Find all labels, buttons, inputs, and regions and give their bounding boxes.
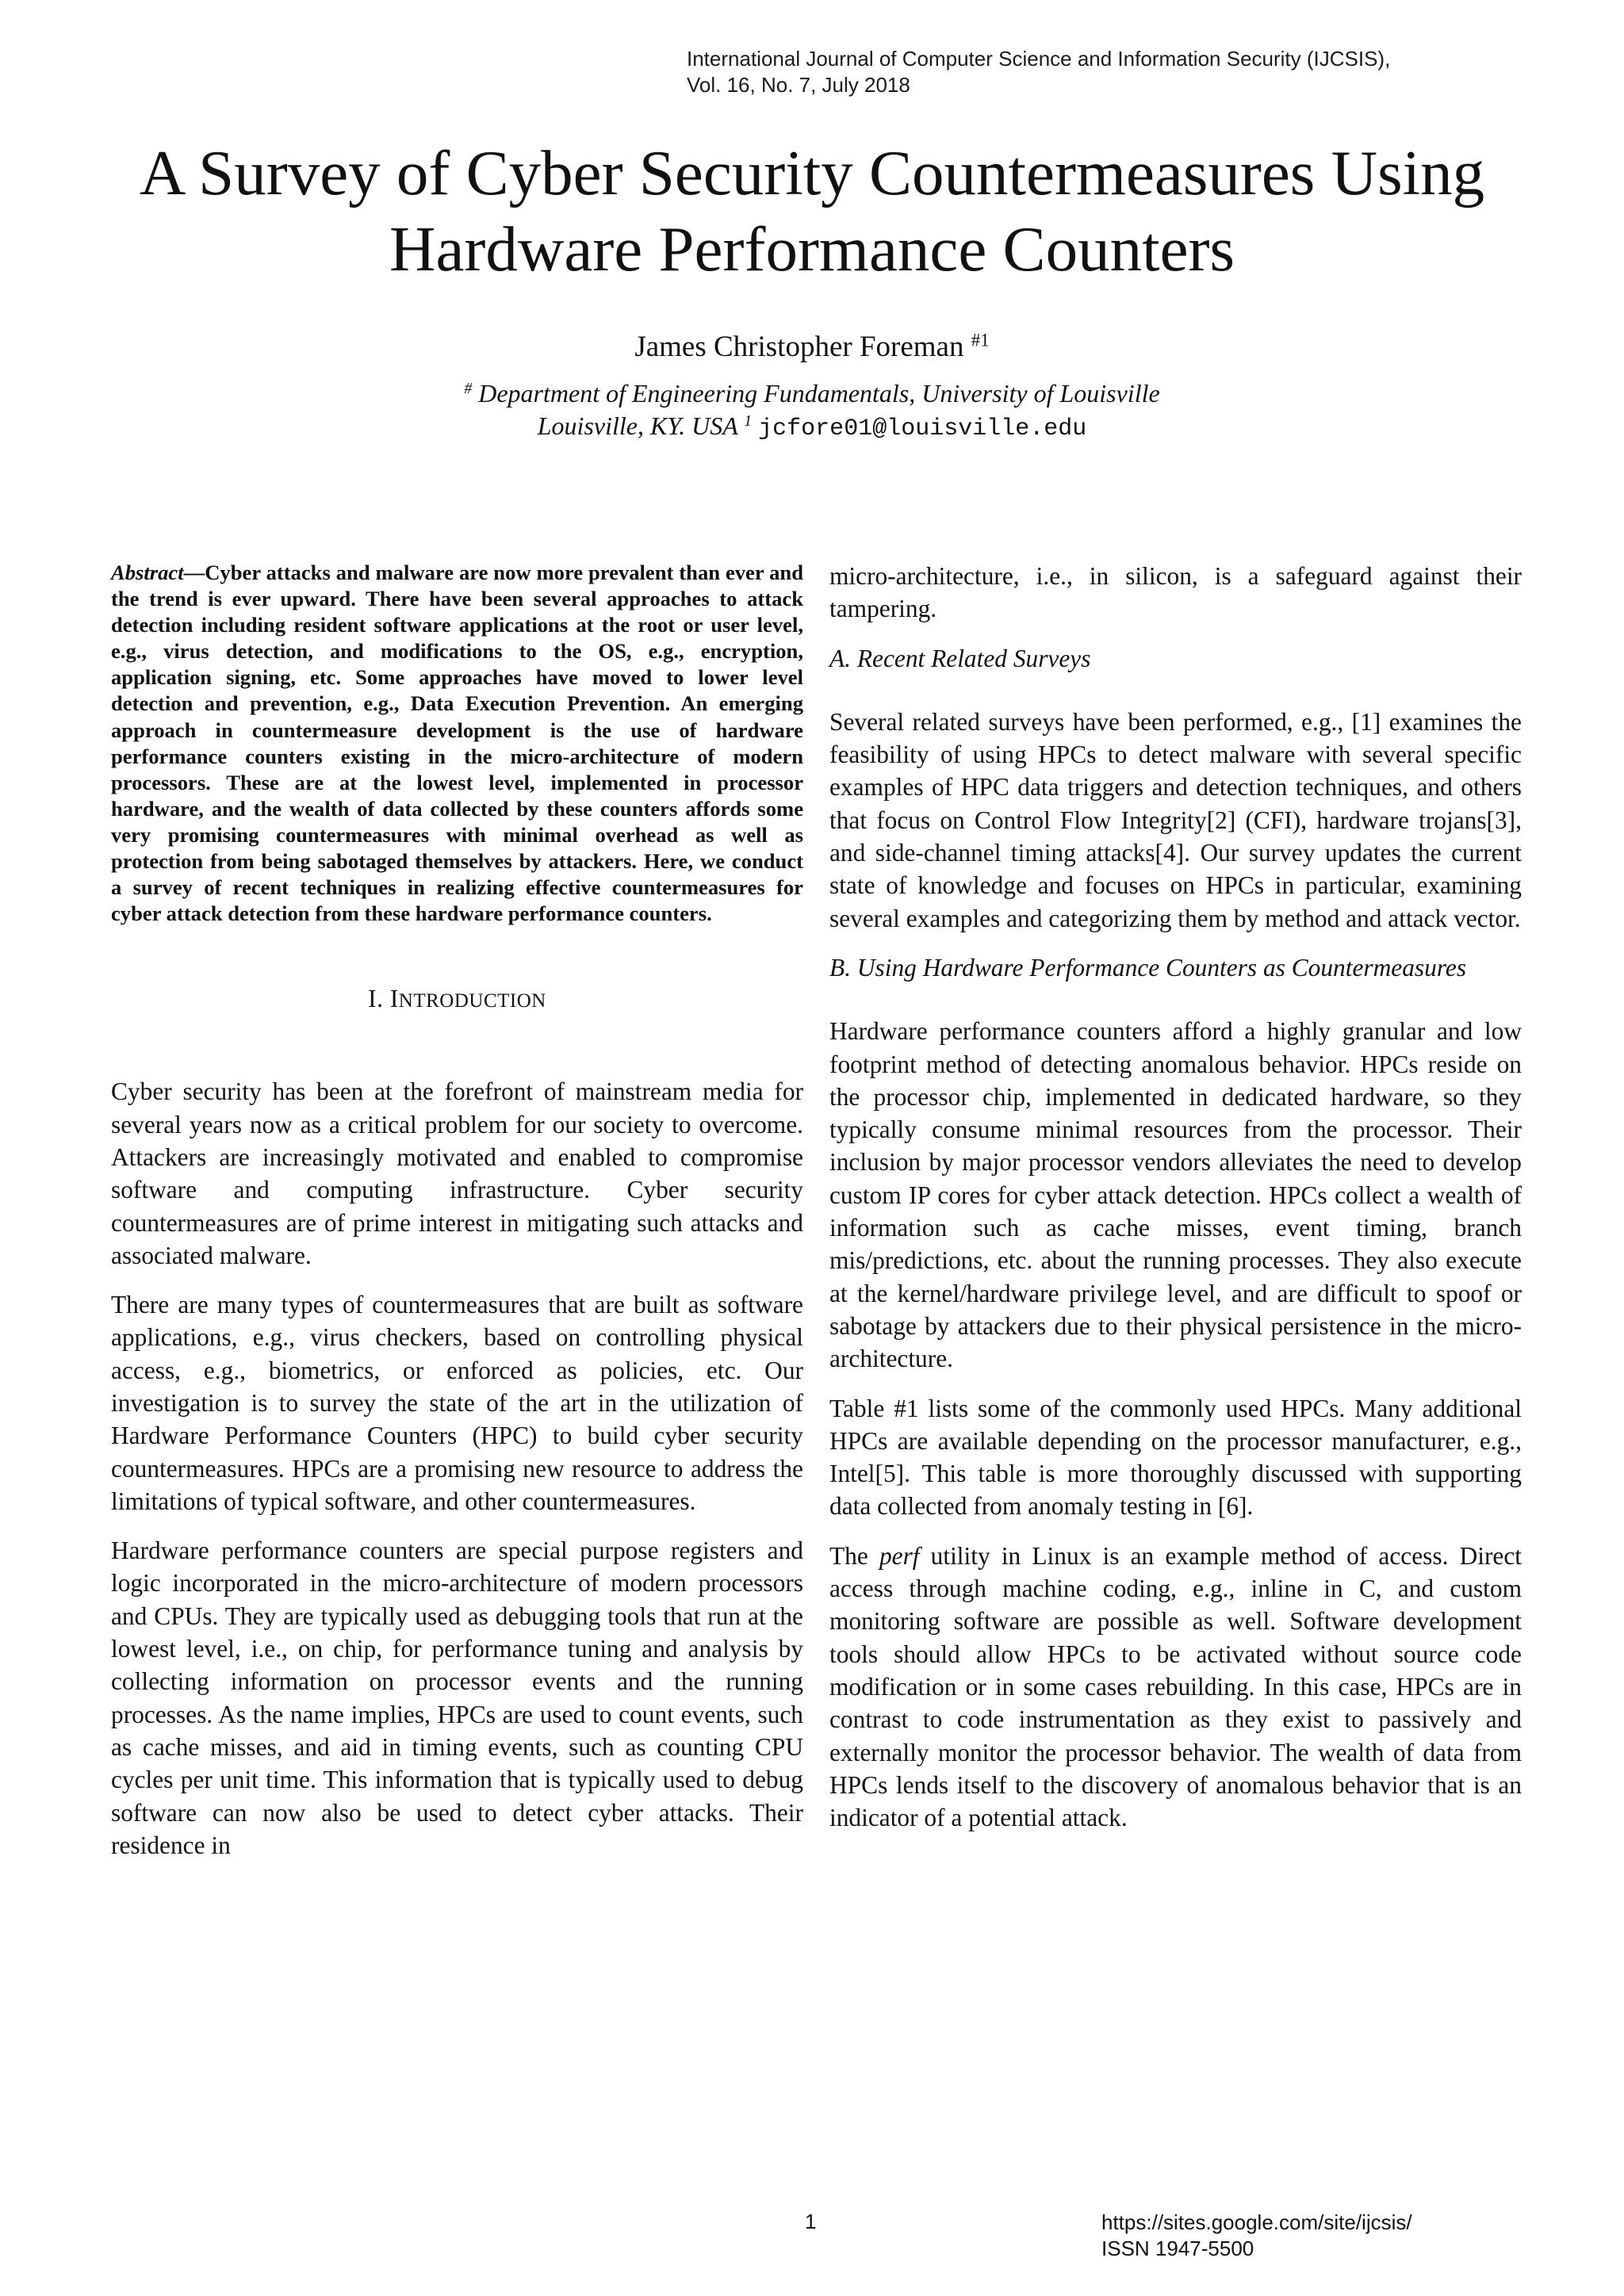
perf-utility-term: perf — [879, 1541, 920, 1570]
subsection-b-paragraph-3 — [829, 1540, 1522, 1835]
left-column — [111, 560, 803, 1878]
subsection-heading-b: B. Using Hardware Performance Counters as Countermeasures — [829, 953, 1467, 982]
section-title-initial: I — [389, 985, 399, 1013]
affiliation-place: Louisville, KY. USA — [537, 411, 738, 440]
subsection-heading-a: A. Recent Related Surveys — [829, 644, 1091, 672]
section-heading-introduction — [111, 982, 803, 1017]
journal-url[interactable]: https://sites.google.com/site/ijcsis/ — [1101, 2210, 1412, 2234]
journal-header — [687, 46, 1559, 98]
abstract — [111, 560, 803, 927]
footer-info — [1101, 2210, 1412, 2262]
title-line-1: A Survey of Cyber Security Countermeasures Using — [139, 137, 1485, 209]
paper-title — [0, 135, 1624, 287]
issn: ISSN 1947-5500 — [1101, 2237, 1254, 2260]
subsection-b-paragraph-1: Hardware performance counters afford a highly granular and low footprint method of detecting anomalous behavior. HPCs reside on the processor chip, implemented in dedicated hardware, so they typically consume minimal resources from the processor. Their inclusion by major processor vendors alleviates the need to develop custom IP cores for cyber attack detection. HPCs collect a wealth of information such as cache misses, event timing, branch mis/predictions, etc. about the running processes. They also execute at the kernel/hardware privilege level, and are difficult to spoof or sabotage by attackers due to their physical persistence in the micro-architecture. — [829, 1017, 1522, 1373]
abstract-text: —Cyber attacks and malware are now more prevalent than ever and the trend is ever upward. There have been several approaches to attack detection including resident software applications at the root or user level, e.g., virus detection, and modifications to the OS, e.g., encryption, application signing, etc. Some approaches have moved to lower level detection and prevention, e.g., Data Execution Prevention. An emerging approach in countermeasure development is the use of hardware performance counters existing in the micro-architecture of modern processors. These are at the lowest level, implemented in processor hardware, and the wealth of data collected by these counters affords some very promising countermeasures with minimal overhead as well as protection from being sabotaged themselves by attackers. Here, we conduct a survey of recent techniques in realizing effective countermeasures for cyber attack detection from these hardware performance counters. — [111, 561, 803, 926]
intro-paragraph-3-continued: micro-architecture, i.e., in silicon, is a safeguard against their tampering. — [829, 562, 1522, 623]
journal-volume: Vol. 16, No. 7, July 2018 — [687, 73, 910, 97]
right-column — [829, 560, 1522, 1850]
paragraph-3-rest: utility in Linux is an example method of access. Direct access through machine coding, e.g., inline in C, and custom monitoring software are possible as well. Software development tools should allow HPCs to be activated without source code modification or in some cases rebuilding. In this case, HPCs are in contrast to code instrumentation as they exist to passively and externally monitor the processor behavior. The wealth of data from HPCs lends itself to the discovery of anomalous behavior that is an indicator of a potential attack. — [829, 1541, 1522, 1832]
author — [0, 330, 1624, 365]
affiliation-superscript: 1 — [744, 412, 753, 430]
intro-paragraph-1: Cyber security has been at the forefront of mainstream media for several years now as a critical problem for our society to overcome. Attackers are increasingly motivated and enabled to compromise software and computing infrastructure. Cyber security countermeasures are of prime interest in mitigating such attacks and associated malware. — [111, 1077, 803, 1269]
subsection-b-paragraph-2: Table #1 lists some of the commonly used HPCs. Many additional HPCs are available depending on the processor manufacturer, e.g., Intel[5]. This table is more thoroughly discussed with supporting data collected from anomaly testing in [6]. — [829, 1394, 1522, 1521]
page-number: 1 — [805, 2210, 817, 2233]
journal-name: International Journal of Computer Science and Information Security (IJCSIS), — [687, 47, 1391, 71]
affiliation-mark: # — [464, 380, 473, 398]
paragraph-3-lead: The — [829, 1541, 879, 1570]
section-title-rest: NTRODUCTION — [398, 990, 546, 1012]
affiliation-department: Department of Engineering Fundamentals, University of Louisville — [478, 379, 1160, 408]
subsection-a-paragraph: Several related surveys have been performed, e.g., [1] examines the feasibility of using HPCs to detect malware with several specific examples of HPC data triggers and detection techniques, and others that focus on Control Flow Integrity[2] (CFI), hardware trojans[3], and side-channel timing attacks[4]. Our survey updates the current state of knowledge and focuses on HPCs in particular, examining several examples and categorizing them by method and attack vector. — [829, 707, 1522, 932]
affiliation-line-2 — [0, 410, 1624, 446]
title-line-2: Hardware Performance Counters — [389, 213, 1235, 285]
author-superscript: #1 — [971, 330, 990, 350]
abstract-label: Abstract — [111, 561, 184, 584]
intro-paragraph-2: There are many types of countermeasures that are built as software applications, e.g., virus checkers, based on controlling physical access, e.g., biometrics, or enforced as policies, etc. Our investigation is to survey the state of the art in the utilization of Hardware Performance Counters (HPC) to build cyber security countermeasures. HPCs are a promising new resource to address the limitations of typical software, and other countermeasures. — [111, 1291, 803, 1515]
author-email[interactable]: jcfore01@louisville.edu — [758, 415, 1087, 442]
affiliation — [0, 377, 1624, 446]
section-number: I. — [368, 985, 384, 1013]
author-name: James Christopher Foreman — [634, 331, 964, 363]
intro-paragraph-3: Hardware performance counters are special purpose registers and logic incorporated in the micro-architecture of modern processors and CPUs. They are typically used as debugging tools that run at the lowest level, i.e., on chip, for performance tuning and analysis by collecting information on processor events and the running processes. As the name implies, HPCs are used to count events, such as cache misses, and aid in timing events, such as counting CPU cycles per unit time. This information that is typically used to debug software can now also be used to detect cyber attacks. Their residence in — [111, 1536, 803, 1859]
affiliation-line-1 — [0, 377, 1624, 410]
